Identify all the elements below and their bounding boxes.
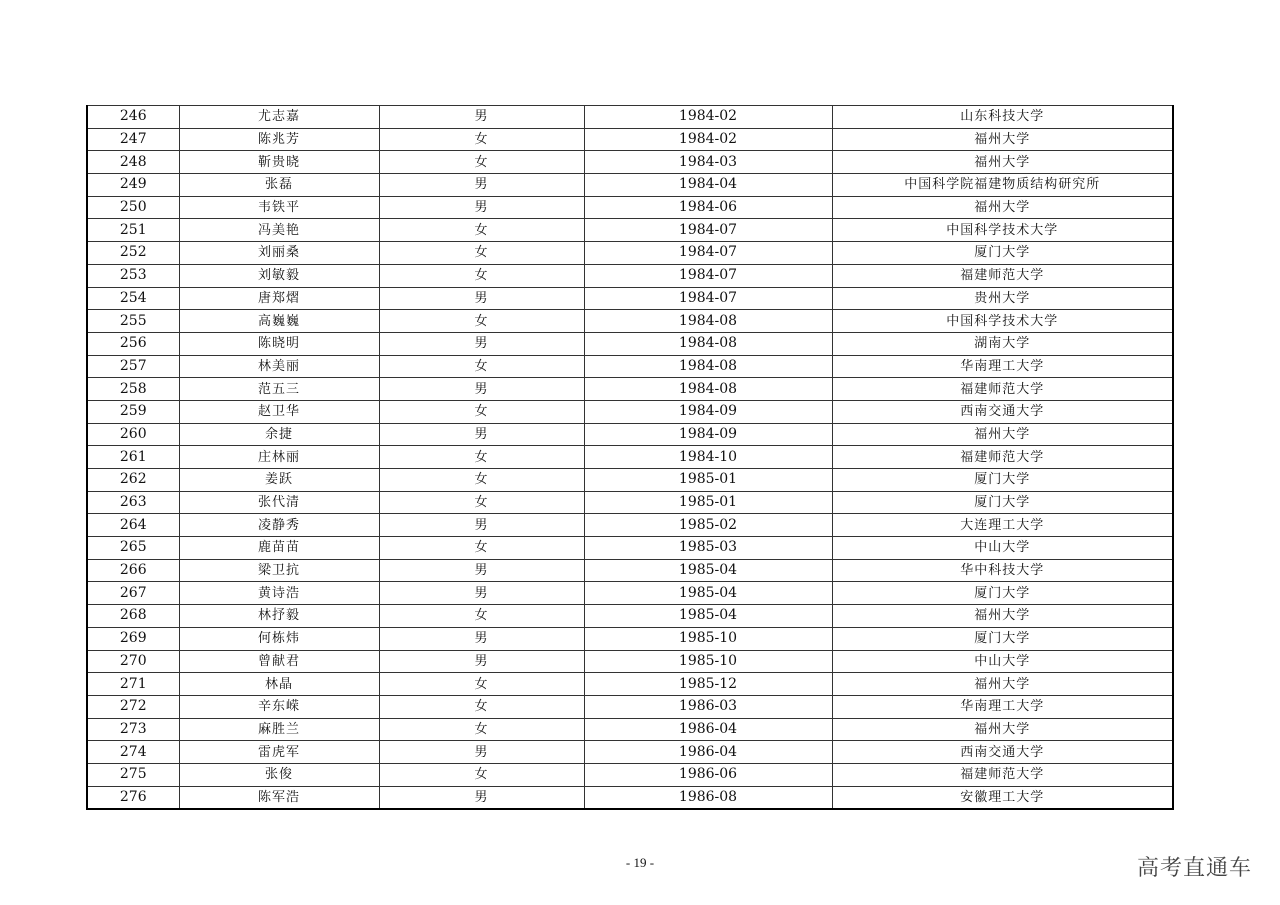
name-cell: 冯美艳 [179,219,379,242]
birth-date-cell: 1985-02 [584,514,832,537]
gender-cell: 女 [379,469,584,492]
birth-date-cell: 1986-04 [584,741,832,764]
birth-date-cell: 1985-04 [584,605,832,628]
table-row [87,786,1173,809]
serial-number-cell: 269 [87,627,179,650]
birth-date-cell: 1984-07 [584,287,832,310]
gender-cell: 女 [379,310,584,333]
table-row [87,196,1173,219]
institution-cell: 福州大学 [832,128,1173,151]
gender-cell: 女 [379,264,584,287]
table-row [87,469,1173,492]
name-cell: 韦铁平 [179,196,379,219]
institution-cell: 厦门大学 [832,582,1173,605]
gender-cell: 男 [379,332,584,355]
page-number: - 19 - [625,855,655,870]
birth-date-cell: 1985-03 [584,537,832,560]
institution-cell: 福建师范大学 [832,378,1173,401]
institution-cell: 华南理工大学 [832,355,1173,378]
gender-cell: 男 [379,287,584,310]
gender-cell: 男 [379,582,584,605]
serial-number-cell: 248 [87,151,179,174]
gender-cell: 女 [379,400,584,423]
serial-number-cell: 263 [87,491,179,514]
gender-cell: 女 [379,219,584,242]
institution-cell: 福建师范大学 [832,264,1173,287]
institution-cell: 福州大学 [832,718,1173,741]
table-row [87,151,1173,174]
table-row [87,446,1173,469]
gender-cell: 女 [379,242,584,265]
birth-date-cell: 1984-08 [584,310,832,333]
table-row [87,355,1173,378]
institution-cell: 福建师范大学 [832,446,1173,469]
gender-cell: 男 [379,650,584,673]
serial-number-cell: 260 [87,423,179,446]
gender-cell: 女 [379,491,584,514]
gender-cell: 女 [379,151,584,174]
serial-number-cell: 272 [87,695,179,718]
serial-number-cell: 249 [87,174,179,197]
birth-date-cell: 1985-01 [584,491,832,514]
serial-number-cell: 270 [87,650,179,673]
table-row [87,287,1173,310]
birth-date-cell: 1986-08 [584,786,832,809]
birth-date-cell: 1984-03 [584,151,832,174]
birth-date-cell: 1984-02 [584,106,832,129]
birth-date-cell: 1984-08 [584,332,832,355]
gender-cell: 男 [379,627,584,650]
birth-date-cell: 1985-04 [584,559,832,582]
serial-number-cell: 261 [87,446,179,469]
gender-cell: 男 [379,559,584,582]
name-cell: 麻胜兰 [179,718,379,741]
birth-date-cell: 1984-08 [584,355,832,378]
table-row [87,537,1173,560]
name-cell: 黄诗浩 [179,582,379,605]
birth-date-cell: 1985-10 [584,627,832,650]
institution-cell: 福州大学 [832,151,1173,174]
table-row [87,695,1173,718]
institution-cell: 中国科学院福建物质结构研究所 [832,174,1173,197]
name-cell: 张代清 [179,491,379,514]
name-cell: 何栋炜 [179,627,379,650]
name-cell: 唐郑熠 [179,287,379,310]
name-cell: 陈晓明 [179,332,379,355]
serial-number-cell: 268 [87,605,179,628]
gender-cell: 男 [379,786,584,809]
birth-date-cell: 1984-10 [584,446,832,469]
gender-cell: 男 [379,423,584,446]
name-cell: 曾献君 [179,650,379,673]
roster-table-body [87,106,1173,810]
birth-date-cell: 1984-08 [584,378,832,401]
gender-cell: 男 [379,378,584,401]
gender-cell: 女 [379,695,584,718]
serial-number-cell: 247 [87,128,179,151]
birth-date-cell: 1984-07 [584,264,832,287]
roster-table-container [86,105,1172,810]
name-cell: 林抒毅 [179,605,379,628]
birth-date-cell: 1984-07 [584,242,832,265]
serial-number-cell: 273 [87,718,179,741]
institution-cell: 中国科学技术大学 [832,219,1173,242]
gender-cell: 男 [379,196,584,219]
institution-cell: 华南理工大学 [832,695,1173,718]
table-row [87,741,1173,764]
birth-date-cell: 1984-09 [584,423,832,446]
institution-cell: 中国科学技术大学 [832,310,1173,333]
table-row [87,400,1173,423]
table-row [87,718,1173,741]
birth-date-cell: 1984-07 [584,219,832,242]
name-cell: 刘丽桑 [179,242,379,265]
name-cell: 雷虎军 [179,741,379,764]
name-cell: 高巍巍 [179,310,379,333]
name-cell: 陈军浩 [179,786,379,809]
table-row [87,128,1173,151]
serial-number-cell: 264 [87,514,179,537]
institution-cell: 厦门大学 [832,627,1173,650]
name-cell: 余捷 [179,423,379,446]
gender-cell: 男 [379,106,584,129]
institution-cell: 华中科技大学 [832,559,1173,582]
institution-cell: 西南交通大学 [832,741,1173,764]
institution-cell: 西南交通大学 [832,400,1173,423]
serial-number-cell: 266 [87,559,179,582]
gender-cell: 男 [379,174,584,197]
table-row [87,673,1173,696]
name-cell: 尤志嘉 [179,106,379,129]
table-row [87,514,1173,537]
gender-cell: 女 [379,537,584,560]
table-row [87,242,1173,265]
birth-date-cell: 1985-12 [584,673,832,696]
gender-cell: 男 [379,741,584,764]
table-row [87,423,1173,446]
table-row [87,310,1173,333]
birth-date-cell: 1985-01 [584,469,832,492]
watermark-logo-text: 高考直通车 [1136,856,1252,881]
institution-cell: 贵州大学 [832,287,1173,310]
table-row [87,174,1173,197]
institution-cell: 福州大学 [832,196,1173,219]
birth-date-cell: 1984-06 [584,196,832,219]
institution-cell: 福州大学 [832,423,1173,446]
serial-number-cell: 274 [87,741,179,764]
name-cell: 林晶 [179,673,379,696]
birth-date-cell: 1986-04 [584,718,832,741]
serial-number-cell: 256 [87,332,179,355]
birth-date-cell: 1986-03 [584,695,832,718]
name-cell: 陈兆芳 [179,128,379,151]
table-row [87,627,1173,650]
gender-cell: 女 [379,605,584,628]
table-row [87,332,1173,355]
institution-cell: 安徽理工大学 [832,786,1173,809]
serial-number-cell: 275 [87,763,179,786]
name-cell: 凌静秀 [179,514,379,537]
gender-cell: 女 [379,718,584,741]
name-cell: 刘敏毅 [179,264,379,287]
name-cell: 张磊 [179,174,379,197]
serial-number-cell: 265 [87,537,179,560]
roster-table [86,105,1174,810]
table-row [87,378,1173,401]
name-cell: 靳贵晓 [179,151,379,174]
birth-date-cell: 1984-02 [584,128,832,151]
serial-number-cell: 252 [87,242,179,265]
name-cell: 辛东嵘 [179,695,379,718]
table-row [87,491,1173,514]
gender-cell: 女 [379,446,584,469]
name-cell: 庄林丽 [179,446,379,469]
birth-date-cell: 1984-09 [584,400,832,423]
table-row [87,650,1173,673]
serial-number-cell: 257 [87,355,179,378]
institution-cell: 福州大学 [832,605,1173,628]
birth-date-cell: 1985-04 [584,582,832,605]
institution-cell: 山东科技大学 [832,106,1173,129]
table-row [87,605,1173,628]
serial-number-cell: 253 [87,264,179,287]
gender-cell: 女 [379,128,584,151]
table-row [87,582,1173,605]
name-cell: 赵卫华 [179,400,379,423]
birth-date-cell: 1984-04 [584,174,832,197]
institution-cell: 中山大学 [832,650,1173,673]
gender-cell: 女 [379,355,584,378]
institution-cell: 中山大学 [832,537,1173,560]
gender-cell: 女 [379,673,584,696]
institution-cell: 湖南大学 [832,332,1173,355]
institution-cell: 福州大学 [832,673,1173,696]
table-row [87,106,1173,129]
serial-number-cell: 271 [87,673,179,696]
serial-number-cell: 254 [87,287,179,310]
serial-number-cell: 258 [87,378,179,401]
institution-cell: 厦门大学 [832,469,1173,492]
name-cell: 梁卫抗 [179,559,379,582]
institution-cell: 厦门大学 [832,242,1173,265]
name-cell: 林美丽 [179,355,379,378]
institution-cell: 厦门大学 [832,491,1173,514]
gender-cell: 女 [379,763,584,786]
gender-cell: 男 [379,514,584,537]
name-cell: 张俊 [179,763,379,786]
serial-number-cell: 246 [87,106,179,129]
serial-number-cell: 255 [87,310,179,333]
table-row [87,763,1173,786]
serial-number-cell: 251 [87,219,179,242]
table-row [87,264,1173,287]
name-cell: 鹿苗苗 [179,537,379,560]
institution-cell: 大连理工大学 [832,514,1173,537]
table-row [87,219,1173,242]
name-cell: 范五三 [179,378,379,401]
birth-date-cell: 1985-10 [584,650,832,673]
institution-cell: 福建师范大学 [832,763,1173,786]
serial-number-cell: 276 [87,786,179,809]
name-cell: 姜跃 [179,469,379,492]
birth-date-cell: 1986-06 [584,763,832,786]
serial-number-cell: 250 [87,196,179,219]
serial-number-cell: 262 [87,469,179,492]
table-row [87,559,1173,582]
serial-number-cell: 267 [87,582,179,605]
serial-number-cell: 259 [87,400,179,423]
